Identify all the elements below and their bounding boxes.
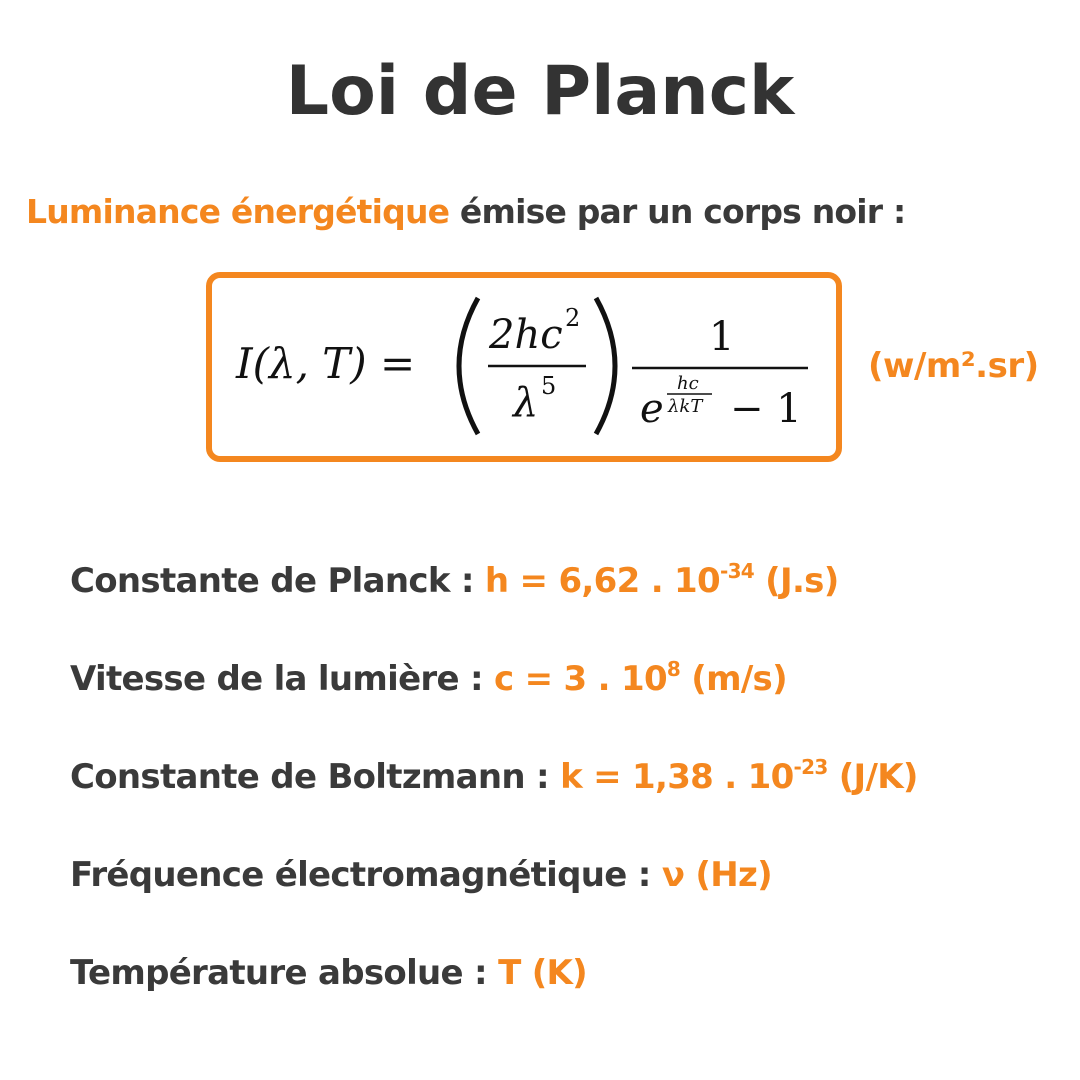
exp-denominator: λkT xyxy=(668,396,703,417)
constant-value: h = 6,62 . 10 xyxy=(484,561,720,601)
constant-value: k = 1,38 . 10 xyxy=(560,757,794,797)
constant-exponent: -23 xyxy=(793,755,828,779)
numerator: 2hc xyxy=(489,312,563,358)
constant-value: ν (Hz) xyxy=(661,855,772,895)
constant-light-speed xyxy=(70,654,918,752)
constants-list xyxy=(70,556,918,1046)
subtitle-highlight: Luminance énergétique xyxy=(26,192,450,231)
page-title: Loi de Planck xyxy=(285,52,795,131)
constant-value: c = 3 . 10 xyxy=(494,659,667,699)
constant-boltzmann xyxy=(70,752,918,850)
exp-numerator: hc xyxy=(677,373,699,394)
constant-exponent: -34 xyxy=(719,559,755,583)
minus-one: − 1 xyxy=(730,386,802,432)
formula-lhs: I(λ, T) = xyxy=(236,339,416,388)
second-numerator: 1 xyxy=(709,314,735,360)
constant-label: Constante de Boltzmann : xyxy=(70,757,561,797)
denominator: λ xyxy=(513,380,539,426)
constant-label: Fréquence électromagnétique : xyxy=(70,855,662,895)
formula-unit: (w/m².sr) xyxy=(868,346,1039,386)
constant-planck xyxy=(70,556,918,654)
constant-label: Température absolue : xyxy=(70,953,499,993)
planck-formula xyxy=(212,278,836,456)
constant-frequency xyxy=(70,850,918,948)
constant-unit: (J/K) xyxy=(827,757,918,797)
exp-base: e xyxy=(640,386,664,432)
constant-temperature xyxy=(70,948,918,1046)
subtitle-rest: émise par un corps noir : xyxy=(449,192,906,231)
numerator-exponent: 2 xyxy=(565,304,581,332)
subtitle xyxy=(26,192,905,231)
constant-exponent: 8 xyxy=(666,657,681,681)
right-paren xyxy=(596,298,615,434)
constant-unit: (m/s) xyxy=(680,659,787,699)
constant-value: T (K) xyxy=(498,953,588,993)
constant-label: Constante de Planck : xyxy=(70,561,485,601)
denominator-exponent: 5 xyxy=(541,372,557,400)
formula-box xyxy=(206,272,842,462)
constant-unit: (J.s) xyxy=(754,561,839,601)
left-paren xyxy=(459,298,478,434)
constant-label: Vitesse de la lumière : xyxy=(70,659,495,699)
